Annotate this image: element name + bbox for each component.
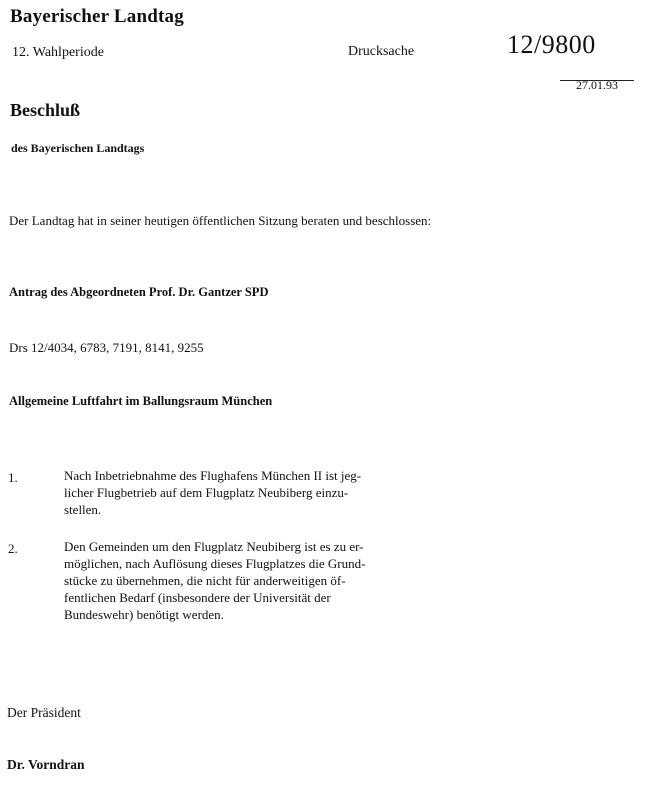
item-2-line: stücke zu übernehmen, die nicht für anderweitigen öf- <box>64 573 346 588</box>
intro-paragraph: Der Landtag hat in seiner heutigen öffentlichen Sitzung beraten und beschlossen: <box>9 213 432 228</box>
document-number: 12/9800 <box>507 30 596 59</box>
item-1-line: stellen. <box>64 502 102 517</box>
item-number-1: 1. <box>8 470 18 485</box>
motion-title: Antrag des Abgeordneten Prof. Dr. Gantzer SPD <box>9 285 269 299</box>
item-2-line: Bundeswehr) benötigt werden. <box>64 607 224 622</box>
legislative-period: 12. Wahlperiode <box>12 45 104 60</box>
drucksache-label: Drucksache <box>348 44 415 59</box>
item-number-2: 2. <box>8 541 18 556</box>
item-1-line: Nach Inbetriebnahme des Flughafens München II ist jeg- <box>64 468 362 483</box>
document-date: 27.01.93 <box>576 78 618 92</box>
signatory-title: Der Präsident <box>7 705 81 720</box>
item-paragraph-2 <box>64 538 524 623</box>
item-2-line: fentlichen Bedarf (insbesondere der Universität der <box>64 590 331 605</box>
item-2-line: Den Gemeinden um den Flugplatz Neubiberg ist es zu er- <box>64 539 364 554</box>
item-2-line: möglichen, nach Auflösung dieses Flugplatzes die Grund- <box>64 556 366 571</box>
parliament-name: Bayerischer Landtag <box>10 6 184 27</box>
drucksache-references: Drs 12/4034, 6783, 7191, 8141, 9255 <box>9 340 204 355</box>
page-title: Beschluß <box>10 100 81 120</box>
signatory-name: Dr. Vorndran <box>7 757 85 772</box>
page-subtitle: des Bayerischen Landtags <box>11 141 145 155</box>
subject-line: Allgemeine Luftfahrt im Ballungsraum München <box>9 394 273 408</box>
item-1-line: licher Flugbetrieb auf dem Flugplatz Neubiberg einzu- <box>64 485 349 500</box>
item-paragraph-1 <box>64 467 524 518</box>
